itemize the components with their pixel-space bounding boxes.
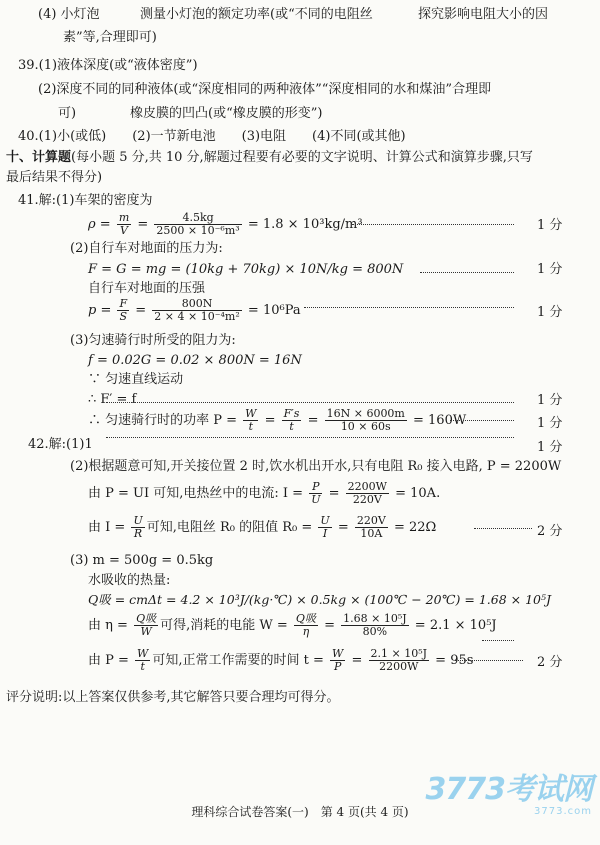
q41-pressure-eq: p = $\frac{F}{S}$ = $\frac{800N}{\text{2 × 4 × 10⁻⁴m²}}$ = 10⁶Pa	[88, 297, 301, 323]
score: 1 分	[537, 262, 563, 277]
dotted-leader	[352, 224, 514, 225]
score: 1 分	[537, 305, 563, 320]
q41-head: 41.解:(1)车架的密度为	[18, 193, 153, 208]
q42-heat-title: 水吸收的热量:	[88, 573, 171, 588]
q40-line: 40.(1)小(或低) (2)一节新电池 (3)电阻 (4)不同(或其他)	[18, 129, 406, 144]
q42-resistance-eq: 由 I = $\frac{U}{R}$ 可知,电阻丝 R₀ 的阻值 R₀ = $\frac{U}{I}$ = $\frac{220V}{10A}$ = 22Ω	[88, 514, 437, 540]
dotted-leader	[106, 437, 514, 438]
section10-title: 十、计算题	[6, 150, 72, 165]
q42-p3: (3) m = 500g = 0.5kg	[70, 553, 214, 568]
score: 2 分	[537, 524, 563, 539]
score: 1 分	[537, 218, 563, 233]
dotted-leader	[482, 640, 514, 641]
q41-pressure-title: 自行车对地面的压强	[88, 281, 206, 296]
q42-current-eq: 由 P = UI 可知,电热丝中的电流: I = $\frac{P}{U}$ = $\frac{2200W}{220V}$ = 10A.	[88, 480, 441, 506]
watermark-sub: 3773.com	[534, 806, 592, 817]
q39-line1: 39.(1)液体深度(或“液体密度”)	[18, 58, 198, 73]
q42-p2: (2)根据题意可知,开关接位置 2 时,饮水机出开水,只有电阻 R₀ 接入电路, P = 2200W	[70, 459, 562, 474]
score: 1 分	[537, 416, 563, 431]
scoring-note: 评分说明:以上答案仅供参考,其它解答只要合理均可得分。	[6, 690, 340, 705]
section10-desc2: 最后结果不得分)	[6, 170, 103, 185]
q41-therefore: ∴ F′ = f	[88, 392, 137, 407]
q39-line3b: 橡皮膜的凹凸(或“橡皮膜的形变”)	[130, 106, 323, 121]
q42-energy-eq: 由 η = $\frac{\text{Q吸}}{W}$ 可得,消耗的电能 W = $\frac{\text{Q吸}}{\eta}$ = $\frac{\text{1.68 × 10⁵J}}{80\%}$ = 2.1 × 10⁵J	[88, 612, 497, 638]
q42-time-eq: 由 P = $\frac{W}{t}$ 可知,正常工作需要的时间 t = $\frac{W}{P}$ = $\frac{\text{2.1 × 10⁵J}}{2200W}$ = 95s	[88, 647, 474, 673]
q41-power-eq: ∴ 匀速骑行时的功率 P = $\frac{W}{t}$ = $\frac{F's}{t}$ = $\frac{16N \times 6000m}{10 \times 60s}$ = 160W	[88, 407, 467, 433]
dotted-leader	[474, 528, 532, 529]
dotted-leader	[304, 307, 514, 308]
q41-friction-eq: f = 0.02G = 0.02 × 800N = 16N	[88, 353, 302, 368]
q41-p3: (3)匀速骑行时所受的阻力为:	[70, 333, 236, 348]
page-footer: 理科综合试卷答案(一) 第 4 页(共 4 页)	[191, 805, 409, 819]
score: 1 分	[537, 393, 563, 408]
dotted-leader	[450, 420, 514, 421]
frac: $\frac{m}{V}$	[118, 211, 130, 237]
dotted-leader	[106, 402, 514, 403]
q38-row4-b: 探究影响电阻大小的因	[418, 7, 549, 22]
q38-row4-num: (4) 小灯泡	[38, 7, 100, 22]
dotted-leader	[420, 272, 514, 273]
q42-heat-eq: Q吸 = cmΔt = 4.2 × 10³J/(kg·℃) × 0.5kg × (100℃ − 20℃) = 1.68 × 10⁵J	[88, 592, 552, 607]
dotted-leader	[455, 660, 523, 661]
q38-row4-a: 测量小灯泡的额定功率(或“不同的电阻丝	[140, 7, 373, 22]
watermark-main: 3773考试网	[425, 772, 592, 807]
q41-density-eq: ρ = $\frac{m}{V}$ = $\frac{4.5kg}{\text{2500 × 10⁻⁶m³}}$ = 1.8 × 10³kg/m³	[88, 211, 363, 237]
q41-force-eq: F = G = mg = (10kg + 70kg) × 10N/kg = 800N	[88, 262, 404, 277]
q38-row4-cont: 素”等,合理即可)	[63, 30, 157, 45]
score: 2 分	[537, 655, 563, 670]
q39-line3a: 可)	[58, 106, 77, 121]
q39-line2: (2)深度不同的同种液体(或“深度相同的两种液体”“深度相同的水和煤油”合理即	[38, 82, 492, 97]
q41-since: ∵ 匀速直线运动	[88, 372, 184, 387]
score: 1 分	[537, 440, 563, 455]
section10-desc: (每小题 5 分,共 10 分,解题过程要有必要的文字说明、计算公式和演算步骤,只写	[71, 150, 533, 165]
q42-head: 42.解:(1)1	[28, 437, 93, 452]
q41-p2: (2)自行车对地面的压力为:	[70, 241, 223, 256]
section10-heading	[6, 150, 533, 166]
